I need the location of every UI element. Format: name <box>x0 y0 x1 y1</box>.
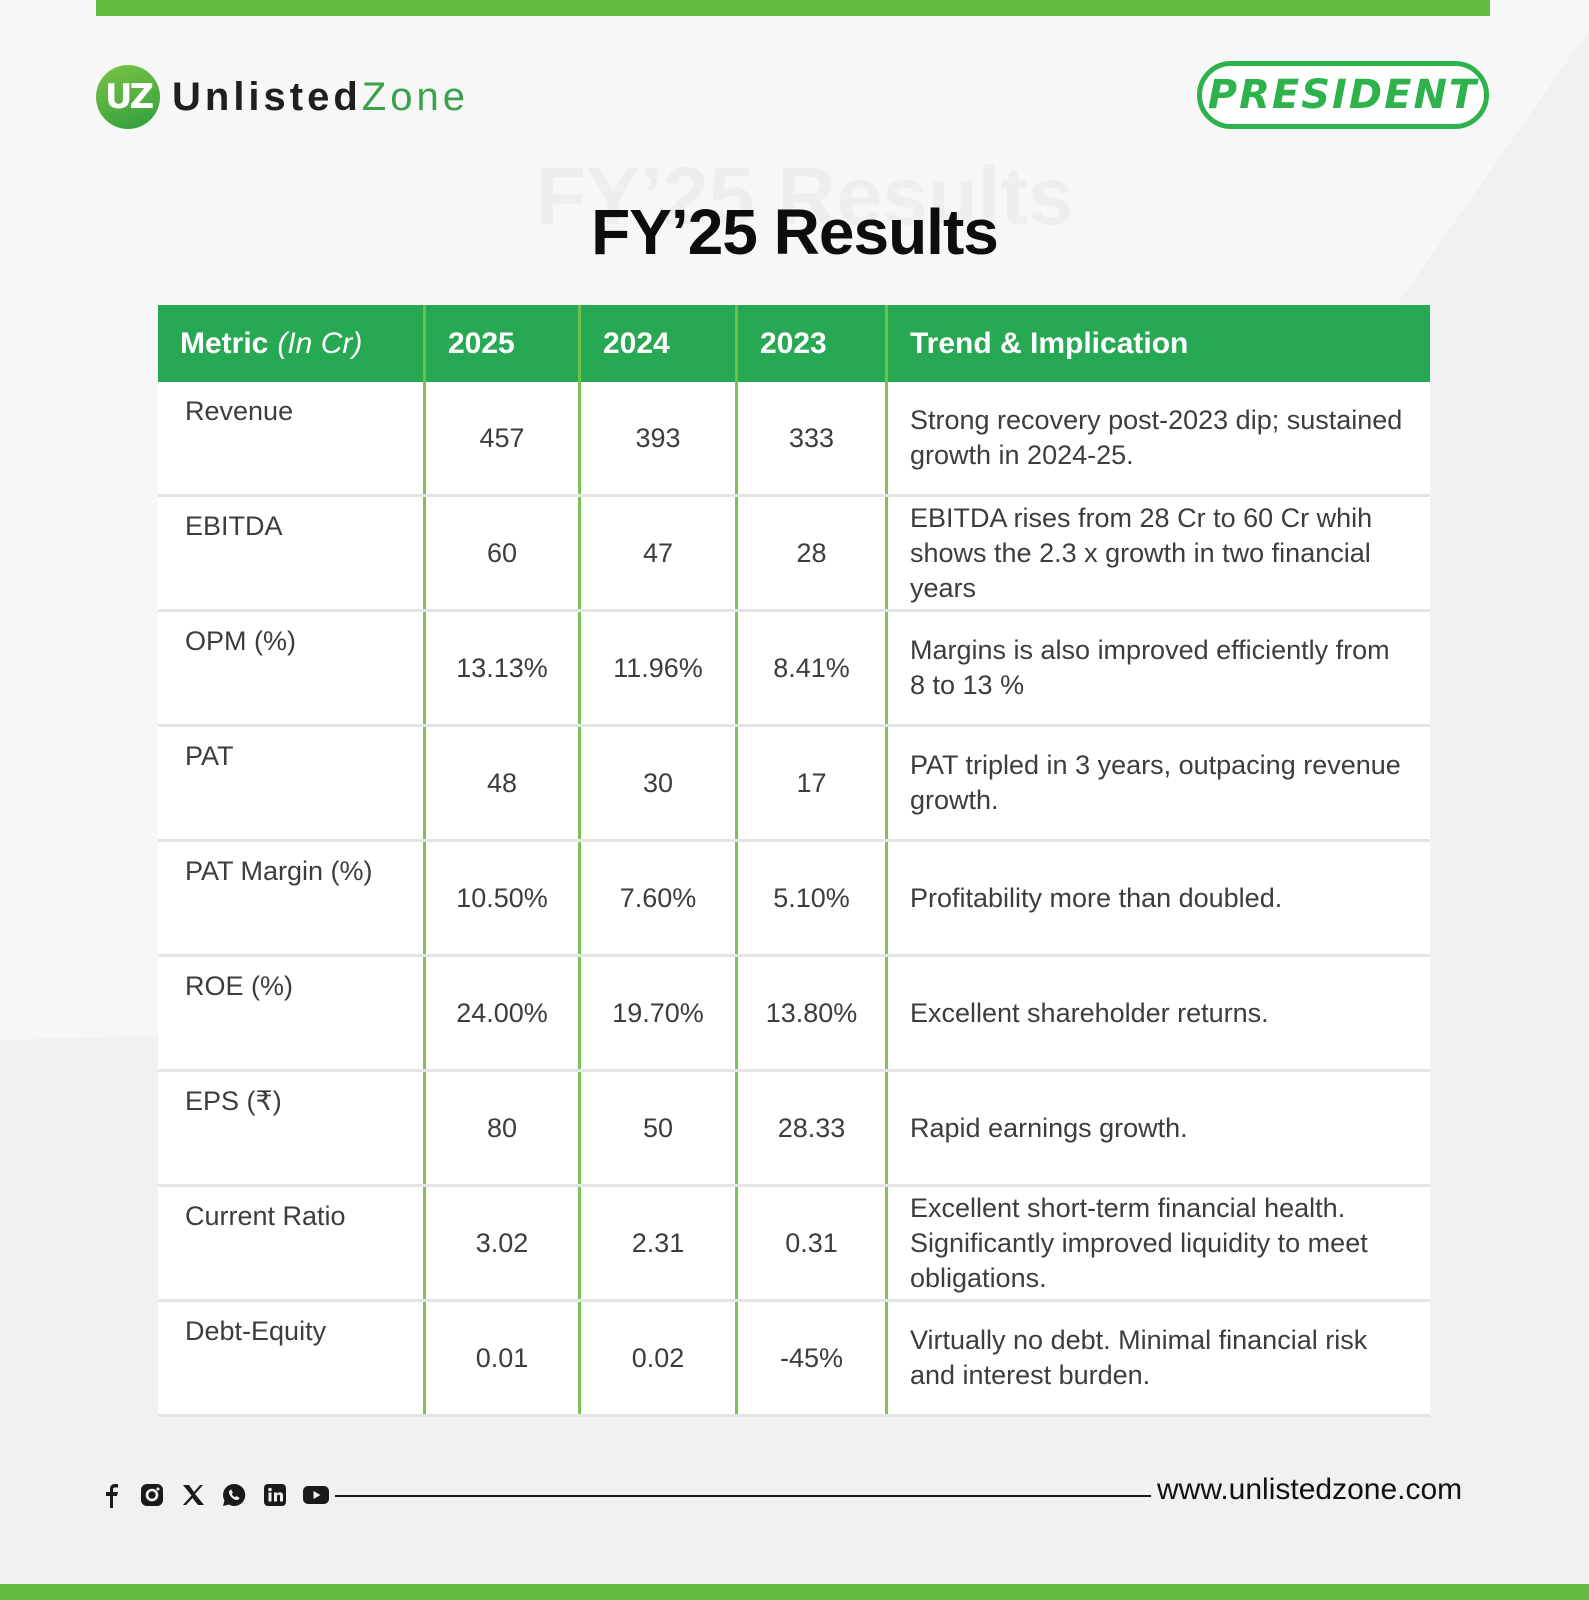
cell-2025: 13.13% <box>426 612 581 724</box>
cell-2024: 7.60% <box>581 842 738 954</box>
header-2025: 2025 <box>426 305 581 382</box>
cell-2023: 5.10% <box>738 842 888 954</box>
cell-2025: 24.00% <box>426 957 581 1069</box>
cell-2023: 0.31 <box>738 1187 888 1299</box>
table-row <box>158 1072 1430 1187</box>
cell-2025: 48 <box>426 727 581 839</box>
cell-2024: 2.31 <box>581 1187 738 1299</box>
header-metric-unit: (In Cr) <box>277 326 363 360</box>
cell-metric: EBITDA <box>158 497 426 609</box>
cell-2024: 30 <box>581 727 738 839</box>
facebook-icon[interactable] <box>96 1481 125 1510</box>
table-body <box>158 382 1430 1417</box>
table-header <box>158 305 1430 382</box>
cell-trend: PAT tripled in 3 years, outpacing revenue growth. <box>910 750 1401 815</box>
cell-metric: PAT Margin (%) <box>158 842 426 954</box>
x-icon[interactable] <box>178 1481 207 1510</box>
cell-trend: Excellent shareholder returns. <box>910 997 1269 1028</box>
table-row <box>158 1302 1430 1417</box>
cell-metric: Debt-Equity <box>158 1302 426 1414</box>
header-2024: 2024 <box>581 305 738 382</box>
brand-name <box>172 77 469 117</box>
cell-2024: 0.02 <box>581 1302 738 1414</box>
cell-2024: 50 <box>581 1072 738 1184</box>
cell-2023: 28 <box>738 497 888 609</box>
table-row <box>158 382 1430 497</box>
table-row <box>158 727 1430 842</box>
whatsapp-icon[interactable] <box>219 1481 248 1510</box>
cell-2024: 393 <box>581 382 738 494</box>
company-logo-text: PRESIDENT <box>1207 72 1479 118</box>
cell-trend: Profitability more than doubled. <box>910 882 1283 913</box>
brand-logo <box>96 65 469 129</box>
cell-2024: 19.70% <box>581 957 738 1069</box>
cell-metric: Revenue <box>158 382 426 494</box>
website-link[interactable]: www.unlistedzone.com <box>1157 1473 1463 1506</box>
cell-trend: EBITDA rises from 28 Cr to 60 Cr whih shows the 2.3 x growth in two financial years <box>910 502 1373 603</box>
cell-2025: 80 <box>426 1072 581 1184</box>
top-accent-bar <box>96 0 1490 16</box>
cell-2023: -45% <box>738 1302 888 1414</box>
company-logo <box>1197 61 1489 129</box>
header-trend: Trend & Implication <box>910 326 1189 360</box>
linkedin-icon[interactable] <box>260 1481 289 1510</box>
cell-2023: 8.41% <box>738 612 888 724</box>
cell-trend: Virtually no debt. Minimal financial risk and interest burden. <box>910 1325 1368 1390</box>
cell-metric: PAT <box>158 727 426 839</box>
cell-metric: Current Ratio <box>158 1187 426 1299</box>
cell-2023: 17 <box>738 727 888 839</box>
cell-2024: 11.96% <box>581 612 738 724</box>
cell-metric: EPS (₹) <box>158 1072 426 1184</box>
bottom-accent-bar <box>0 1584 1589 1600</box>
cell-2025: 3.02 <box>426 1187 581 1299</box>
header-2023: 2023 <box>738 305 888 382</box>
cell-2025: 60 <box>426 497 581 609</box>
footer-divider <box>335 1495 1151 1497</box>
table-row <box>158 842 1430 957</box>
table-row <box>158 957 1430 1072</box>
brand-mark-icon <box>96 65 160 129</box>
brand-name-part2: Zone <box>361 75 469 119</box>
cell-trend: Margins is also improved efficiently from 8 to 13 % <box>910 635 1390 700</box>
cell-2023: 13.80% <box>738 957 888 1069</box>
cell-2025: 457 <box>426 382 581 494</box>
header-metric-label: Metric <box>180 326 269 360</box>
cell-metric: ROE (%) <box>158 957 426 1069</box>
cell-trend: Strong recovery post-2023 dip; sustained growth in 2024-25. <box>910 405 1403 470</box>
page-title: FY’25 Results <box>591 196 998 268</box>
cell-2025: 10.50% <box>426 842 581 954</box>
cell-2025: 0.01 <box>426 1302 581 1414</box>
table-row <box>158 612 1430 727</box>
cell-trend: Excellent short-term financial health. Significantly improved liquidity to meet obligations. <box>910 1192 1368 1293</box>
social-icons <box>96 1478 330 1512</box>
header-metric <box>158 305 426 382</box>
results-table <box>158 305 1430 1417</box>
instagram-icon[interactable] <box>137 1481 166 1510</box>
cell-2023: 28.33 <box>738 1072 888 1184</box>
cell-2023: 333 <box>738 382 888 494</box>
table-row <box>158 497 1430 612</box>
table-row <box>158 1187 1430 1302</box>
youtube-icon[interactable] <box>301 1481 330 1510</box>
brand-mark-text: UZ <box>104 77 152 117</box>
cell-2024: 47 <box>581 497 738 609</box>
brand-name-part1: Unlisted <box>172 75 362 119</box>
cell-metric: OPM (%) <box>158 612 426 724</box>
cell-trend: Rapid earnings growth. <box>910 1112 1188 1143</box>
